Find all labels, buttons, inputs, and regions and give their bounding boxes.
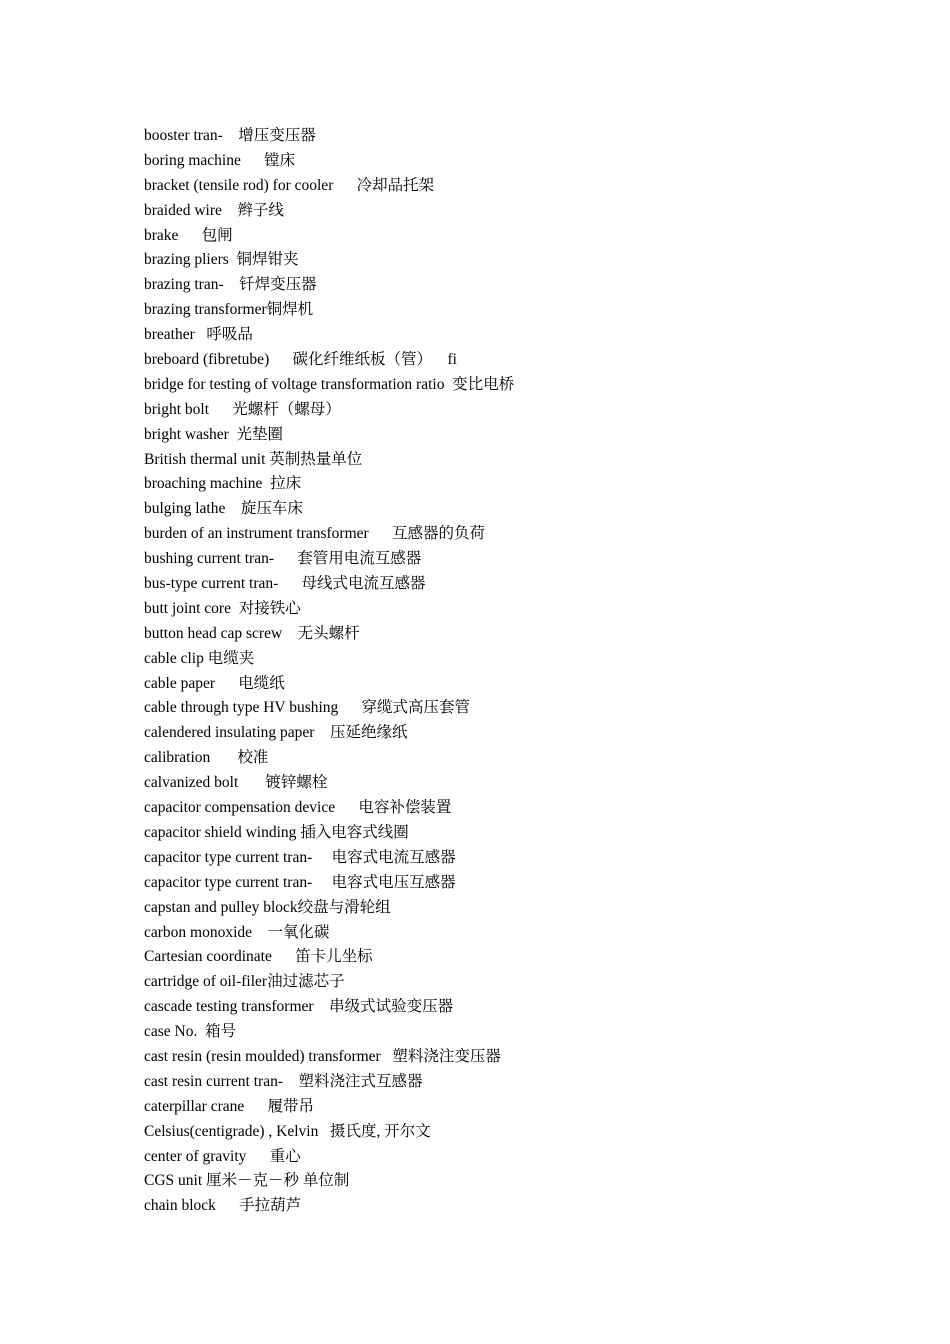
entry-term: carbon monoxide <box>144 923 253 941</box>
glossary-entry <box>144 248 514 273</box>
entry-gap <box>262 475 270 492</box>
entry-translation: 电容式电压互感器 <box>331 873 456 891</box>
glossary-entry <box>144 298 514 323</box>
entry-gap <box>222 202 238 219</box>
glossary-entry <box>144 1194 514 1219</box>
entry-translation: 履带吊 <box>267 1097 315 1115</box>
glossary-entry <box>144 547 514 572</box>
entry-translation: 母线式电流互感器 <box>301 575 426 593</box>
entry-gap <box>381 1048 393 1065</box>
entry-term: bulging lathe <box>144 500 226 518</box>
entry-translation: 冷却品托架 <box>356 176 435 194</box>
entry-term: boring machine <box>144 151 241 169</box>
glossary-entry <box>144 1070 514 1095</box>
glossary-entry <box>144 1169 514 1194</box>
entry-gap <box>272 948 295 965</box>
glossary-entry <box>144 224 514 249</box>
entry-translation: 旋压车床 <box>240 500 303 518</box>
entry-translation: 摄氏度, 开尔文 <box>329 1122 431 1140</box>
glossary-entry <box>144 896 514 921</box>
entry-translation: 铜焊钳夹 <box>236 251 299 269</box>
glossary-entry <box>144 572 514 597</box>
entry-translation: 笛卡儿坐标 <box>295 948 373 966</box>
entry-term: cartridge of oil-filer <box>144 973 268 991</box>
entry-term: burden of an instrument transformer <box>144 525 369 543</box>
entry-translation: 镗床 <box>264 151 296 169</box>
entry-term: cascade testing transformer <box>144 998 314 1016</box>
entry-gap <box>195 326 207 343</box>
entry-gap <box>229 251 237 268</box>
entry-translation: 压延绝缘纸 <box>329 724 408 742</box>
entry-gap <box>252 924 268 941</box>
entry-gap <box>231 600 239 617</box>
entry-term: broaching machine <box>144 475 263 493</box>
entry-translation: 插入电容式线圈 <box>300 823 409 841</box>
entry-term: brazing tran- <box>144 276 224 294</box>
entry-gap <box>278 575 301 592</box>
entry-gap <box>282 625 298 642</box>
entry-term: button head cap screw <box>144 624 283 642</box>
entry-term: bright washer <box>144 425 229 443</box>
entry-gap <box>225 500 241 517</box>
entry-translation: 塑料浇注式互感器 <box>298 1072 423 1090</box>
entry-term: bushing current tran- <box>144 550 274 568</box>
glossary-entry <box>144 149 514 174</box>
entry-translation: 呼吸品 <box>206 326 253 344</box>
entry-term: capacitor compensation device <box>144 799 336 817</box>
entry-translation: 厘米－克－秒 单位制 <box>206 1172 350 1190</box>
entry-translation: 重心 <box>269 1147 301 1165</box>
entry-term: cast resin current tran- <box>144 1072 284 1090</box>
entry-term: bracket (tensile rod) for cooler <box>144 176 334 194</box>
entry-translation: 电容式电流互感器 <box>331 848 456 866</box>
glossary-entry <box>144 448 514 473</box>
entry-gap <box>246 1148 269 1165</box>
entry-term: CGS unit <box>144 1172 203 1190</box>
entry-translation: 辫子线 <box>237 201 284 219</box>
glossary-entry <box>144 597 514 622</box>
entry-translation: 镀锌螺栓 <box>265 774 328 792</box>
entry-term: British thermal unit <box>144 450 266 468</box>
entry-translation: 变比电桥 <box>452 375 515 393</box>
entry-gap <box>314 724 330 741</box>
entry-term: cable clip <box>144 649 204 667</box>
glossary-entry <box>144 696 514 721</box>
glossary-entry <box>144 398 514 423</box>
entry-gap <box>312 849 331 866</box>
glossary-entry <box>144 273 514 298</box>
glossary-entry <box>144 1095 514 1120</box>
entry-translation: 油过滤芯子 <box>267 973 345 991</box>
glossary-entry <box>144 846 514 871</box>
entry-translation: 电缆夹 <box>207 649 255 667</box>
entry-term: brazing transformer <box>144 301 267 319</box>
entry-term: calendered insulating paper <box>144 724 315 742</box>
entry-term: capacitor type current tran- <box>144 848 313 866</box>
glossary-entry <box>144 622 514 647</box>
entry-gap <box>244 1098 267 1115</box>
entry-gap <box>369 525 392 542</box>
glossary-entry <box>144 796 514 821</box>
entry-translation: 一氧化碳 <box>267 923 330 941</box>
glossary-entry <box>144 721 514 746</box>
entry-translation: 电容补偿装置 <box>358 799 452 817</box>
glossary-entry <box>144 995 514 1020</box>
entry-gap <box>274 550 297 567</box>
entry-term: breboard (fibretube) <box>144 351 270 369</box>
glossary-entry <box>144 746 514 771</box>
glossary-entry <box>144 871 514 896</box>
glossary-entry <box>144 1045 514 1070</box>
entry-gap <box>209 401 232 418</box>
glossary-entry <box>144 497 514 522</box>
entry-term: breather <box>144 326 195 344</box>
entry-term: butt joint core <box>144 599 231 617</box>
entry-translation: 校准 <box>237 749 269 767</box>
entry-term: center of gravity <box>144 1147 247 1165</box>
entry-gap <box>210 749 237 766</box>
entry-gap <box>229 426 237 443</box>
entry-term: capstan and pulley block <box>144 898 298 916</box>
entry-term: Celsius(centigrade) , Kelvin <box>144 1122 319 1140</box>
glossary-entry <box>144 1120 514 1145</box>
entry-translation: 对接铁心 <box>238 599 301 617</box>
entry-term: calvanized bolt <box>144 774 239 792</box>
entry-translation: 增压变压器 <box>238 127 316 144</box>
entry-translation: 英制热量单位 <box>269 450 363 468</box>
entry-gap <box>312 874 331 891</box>
entry-gap <box>238 774 265 791</box>
entry-translation: 无头螺杆 <box>297 624 360 642</box>
entry-term: Cartesian coordinate <box>144 948 272 966</box>
entry-translation: 光垫圈 <box>236 425 284 443</box>
entry-gap <box>178 227 201 244</box>
glossary-entry <box>144 821 514 846</box>
glossary-entry <box>144 373 514 398</box>
entry-translation: 塑料浇注变压器 <box>392 1047 501 1065</box>
glossary-entry <box>144 323 514 348</box>
entry-term: capacitor type current tran- <box>144 873 313 891</box>
entry-gap <box>338 699 361 716</box>
entry-gap <box>335 799 358 816</box>
entry-term: booster tran- <box>144 127 223 144</box>
entry-term: bus-type current tran- <box>144 575 279 593</box>
entry-translation: 钎焊变压器 <box>239 276 317 294</box>
entry-term: case No. <box>144 1023 198 1041</box>
entry-gap <box>215 675 238 692</box>
entry-translation: 串级式试验变压器 <box>329 998 454 1016</box>
entry-term: capacitor shield winding <box>144 823 297 841</box>
entry-gap <box>241 152 264 169</box>
entry-gap <box>333 177 356 194</box>
entry-gap <box>318 1123 330 1140</box>
entry-term: brake <box>144 226 179 244</box>
glossary-entry <box>144 672 514 697</box>
glossary-entry <box>144 647 514 672</box>
entry-translation: 绞盘与滑轮组 <box>297 898 391 916</box>
glossary-entry <box>144 945 514 970</box>
entry-gap <box>224 276 240 293</box>
entry-term: brazing pliers <box>144 251 229 269</box>
entry-term: cable through type HV bushing <box>144 699 339 717</box>
entry-translation: 碳化纤维纸板（管） fi <box>292 351 457 369</box>
entry-translation: 手拉葫芦 <box>239 1197 302 1215</box>
glossary-entry <box>144 921 514 946</box>
entry-term: chain block <box>144 1197 216 1215</box>
glossary-entry <box>144 174 514 199</box>
entry-translation: 铜焊机 <box>266 301 314 319</box>
entry-translation: 套管用电流互感器 <box>297 550 422 568</box>
glossary-entry <box>144 472 514 497</box>
entry-translation: 箱号 <box>205 1023 237 1041</box>
entry-gap <box>216 1197 239 1214</box>
entry-gap <box>197 1023 205 1040</box>
entry-translation: 电缆纸 <box>238 674 285 692</box>
entry-term: cable paper <box>144 674 215 692</box>
glossary-entry <box>144 348 514 373</box>
glossary-entry <box>144 199 514 224</box>
glossary-entry <box>144 423 514 448</box>
entry-term: bright bolt <box>144 400 210 418</box>
glossary-entry <box>144 771 514 796</box>
entry-term: cast resin (resin moulded) transformer <box>144 1047 381 1065</box>
entry-gap <box>314 998 330 1015</box>
entry-term: braided wire <box>144 201 222 219</box>
entry-gap <box>283 1073 299 1090</box>
entry-translation: 互感器的负荷 <box>391 525 485 543</box>
entry-term: calibration <box>144 749 211 767</box>
entry-gap <box>223 127 239 144</box>
entry-translation: 包闸 <box>201 226 233 244</box>
entry-translation: 拉床 <box>270 475 302 493</box>
entry-term: bridge for testing of voltage transformation ratio <box>144 375 445 393</box>
glossary-list <box>144 124 514 1219</box>
entry-gap <box>269 351 292 368</box>
entry-translation: 光螺杆（螺母） <box>232 400 341 418</box>
glossary-entry <box>144 124 514 149</box>
entry-term: caterpillar crane <box>144 1097 245 1115</box>
glossary-entry <box>144 970 514 995</box>
entry-translation: 穿缆式高压套管 <box>361 699 471 717</box>
glossary-entry <box>144 1145 514 1170</box>
glossary-entry <box>144 1020 514 1045</box>
glossary-entry <box>144 522 514 547</box>
